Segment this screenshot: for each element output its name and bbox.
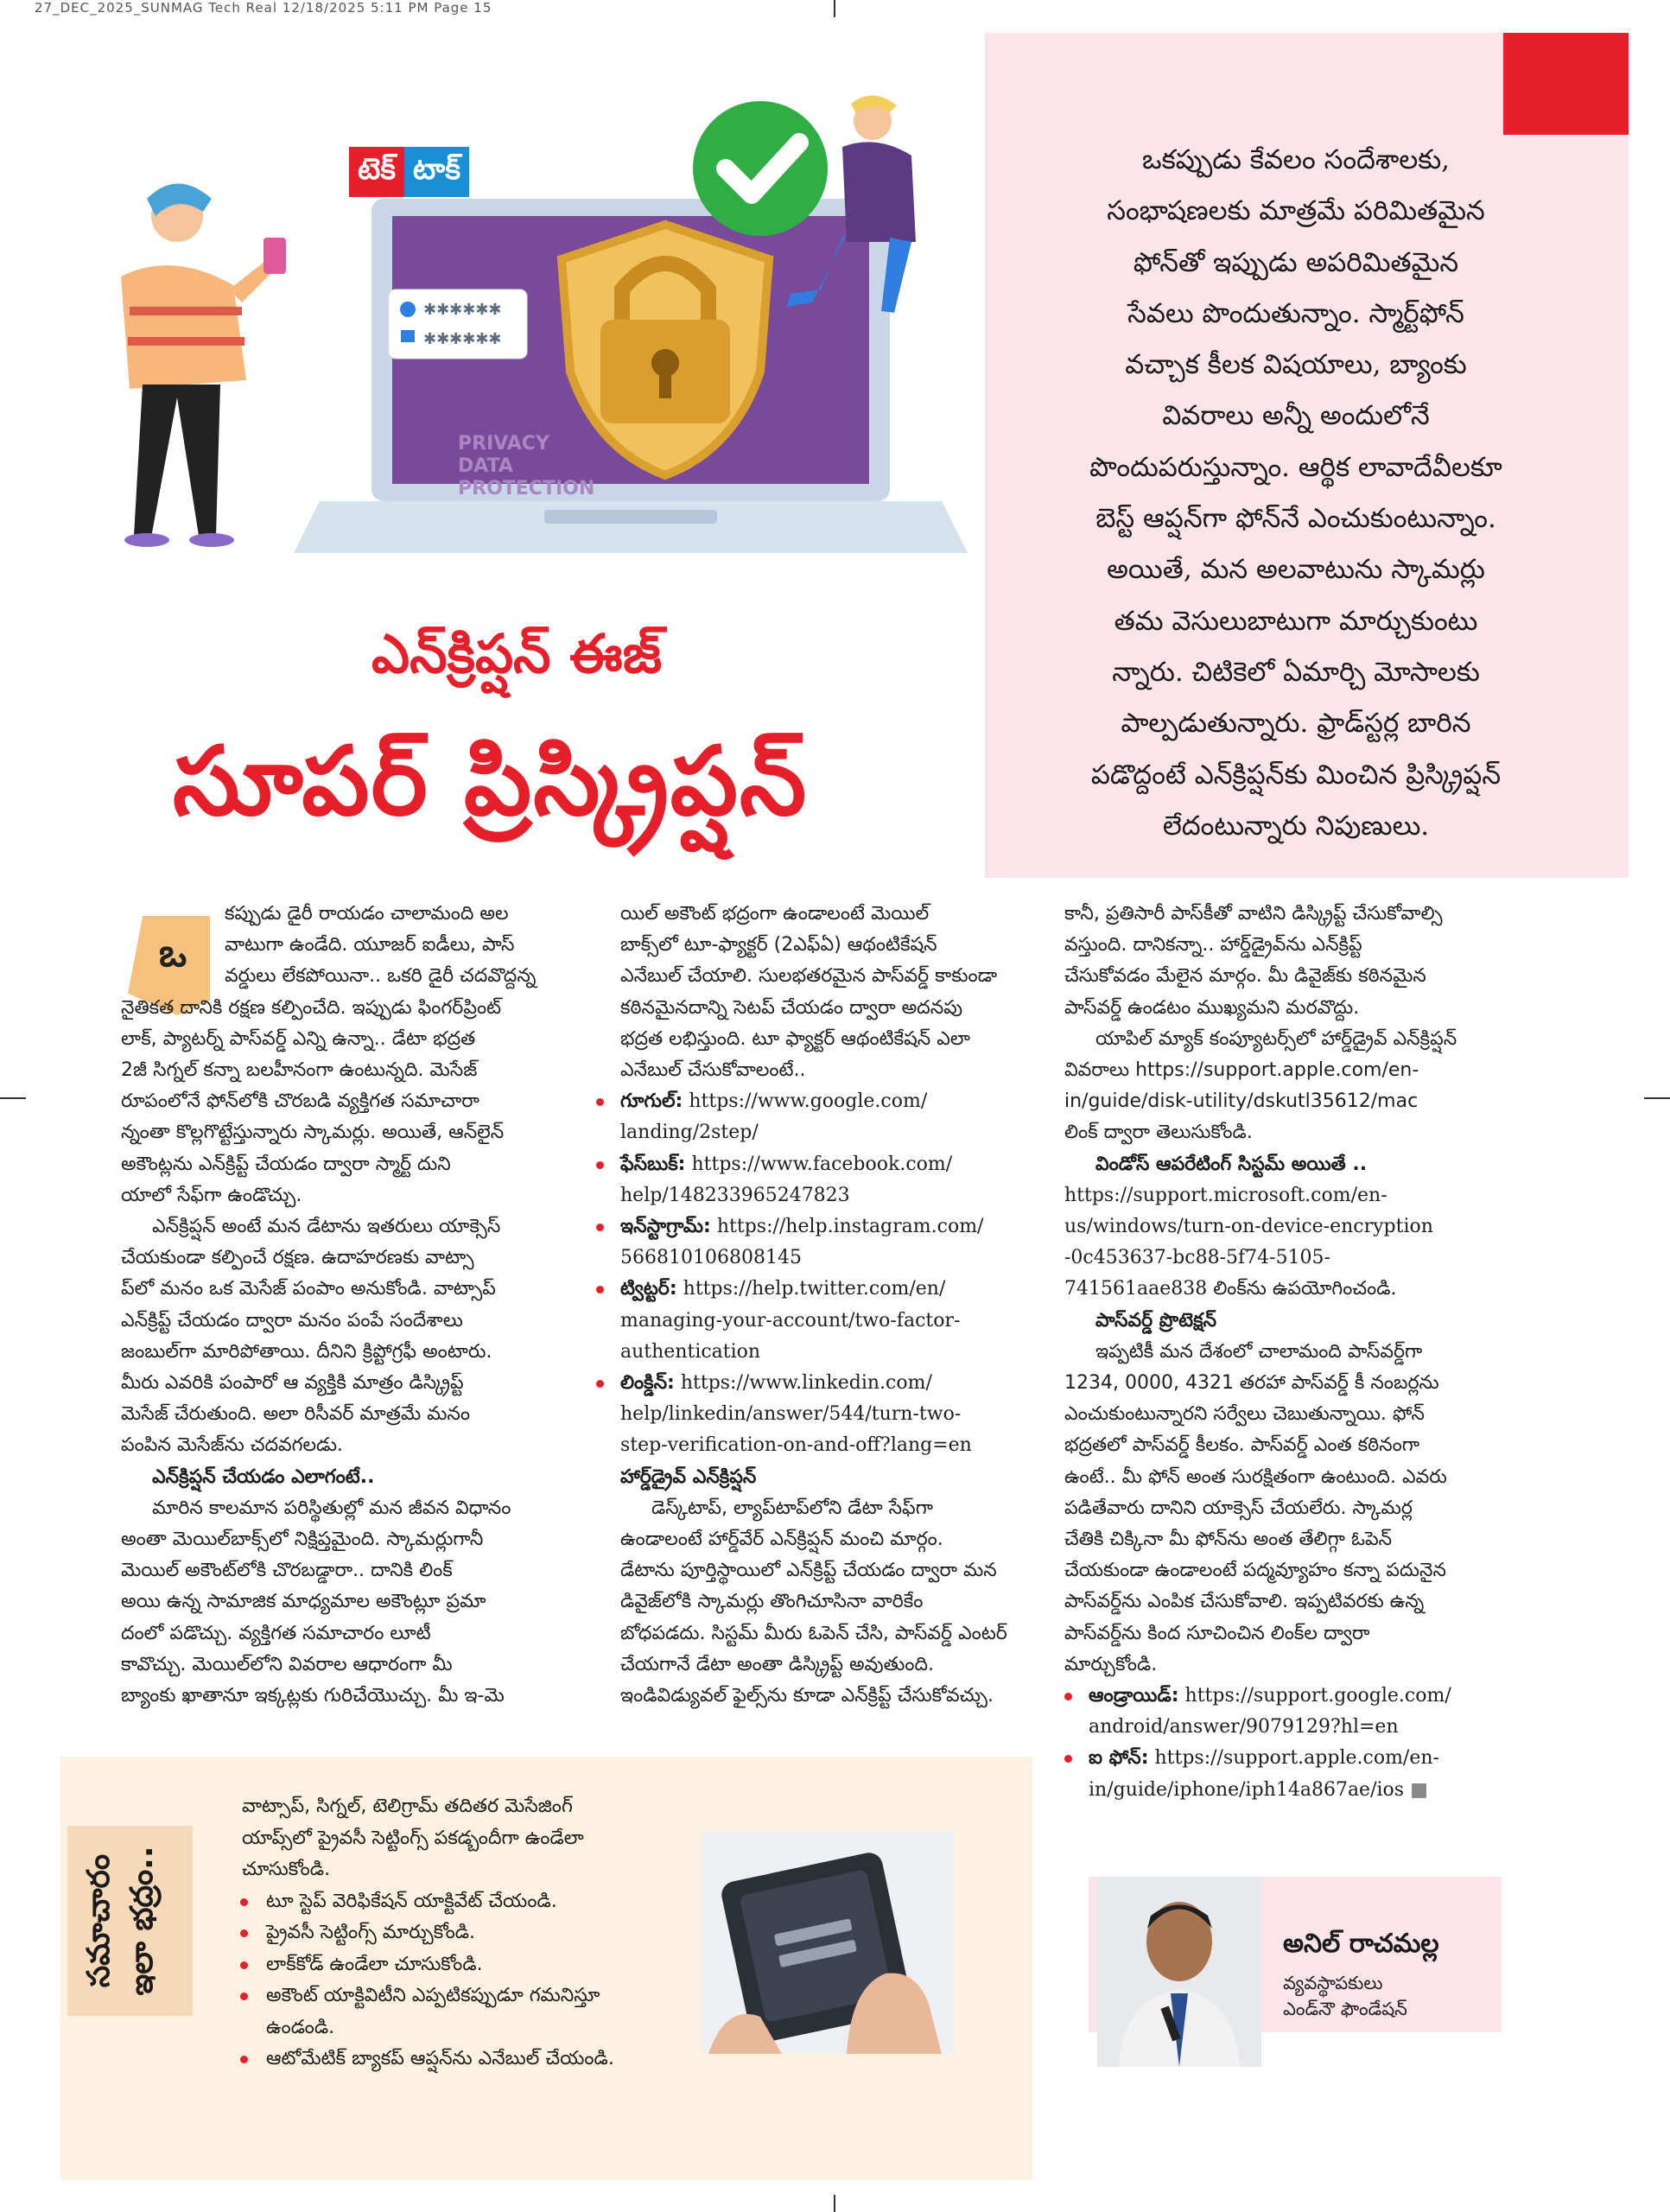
paragraph: https://support.microsoft.com/en- us/windows/turn-on-device-encryption -0c453637-bc88-5f74-5105- 741561aae838 లింక్‌ను ఉపయోగించండి.	[1064, 1184, 1433, 1300]
paragraph: మారిన కాలమాన పరిస్థితుల్లో మన జీవన విధానం అంతా మెయిల్‌బాక్స్‌లో నిక్షిప్తమైంది. స్కామర్లుగానీ మెయిల్ అకౌంట్‌లోకి చొరబడ్డారా.. దానికి లింక్ అయి ఉన్న సామాజిక మాధ్యమాల అకౌంట్లూ ప్రమా దంలో పడొచ్చు. వ్యక్తిగత సమాచారం లూటీ కావొచ్చు. మెయిల్‌లోని వివరాల ఆధారంగా మీ బ్యాంకు ఖాతానూ ఇక్కట్లకు గురిచేయొచ్చు. మీ ఇ-మె	[121, 1497, 511, 1707]
link-label: గూగుల్:	[620, 1090, 683, 1113]
article-column-1	[121, 899, 570, 1712]
link-label: ఇన్‌స్టాగ్రామ్:	[620, 1216, 711, 1238]
laptop-text-3: PROTECTION	[458, 478, 595, 499]
intro-panel	[985, 33, 1629, 878]
paragraph: ఇప్పటికీ మన దేశంలో చాలామంది పాస్‌వర్డ్‌గా 1234, 0000, 4321 తరహా పాస్‌వర్డ్ కీ నంబర్లను ఎంచుకుంటున్నారని సర్వేలు చెబుతున్నాయి. ఫోన్ భద్రతలో పాస్‌వర్డ్ కీలకం. పాస్‌వర్డ్ ఎంత కఠినంగా ఉంటే.. మీ ఫోన్ అంత సురక్షితంగా ఉంటుంది. ఎవరు పడితేవారు దానిని యాక్సెస్ చేయలేరు. స్కామర్ల చేతికి చిక్కినా మీ ఫోన్‌ను అంత తేలిగ్గా ఓపెన్ చేయకుండా ఉండాలంటే పద్మవ్యూహం కన్నా పదునైన పాస్‌వర్డ్‌ను ఎంపిక చేసుకోవాలి. ఇప్పటివరకు ఉన్న పాస్‌వర్డ్‌ను కింద సూచించిన లింక్‌ల ద్వారా మార్చుకోండి.	[1064, 1340, 1447, 1675]
link-item	[620, 1149, 1035, 1211]
privacy-illustration	[60, 86, 994, 605]
lock-mini-icon	[401, 330, 415, 342]
paragraph: నైతికత దానికి రక్షణ కల్పించేది. ఇప్పుడు ఫింగర్‌ప్రింట్ లాక్, ప్యాటర్న్ పాస్‌వర్డ్ ఎన్ని ఉన్నా.. డేటా భద్రత 2జీ సిగ్నల్ కన్నా బలహీనంగా ఉంటున్నది. మెసేజ్ రూపంలోనే ఫోన్‌లోకి చొరబడి వ్యక్తిగత సమాచారా న్నంతా కొల్లగొట్టేస్తున్నారు స్కామర్లు. అయితే, ఆన్‌లైన్ అకౌంట్లను ఎన్‌క్రిప్ట్ చేయడం ద్వారా స్మార్ట్ దుని యాలో సేఫ్‌గా ఉండొచ్చు.	[121, 996, 505, 1206]
link-label: ఆండ్రాయిడ్:	[1089, 1685, 1179, 1707]
tips-tab-title: సమాచారం ఇలా భద్రం..	[81, 1846, 160, 1996]
link-item	[620, 1211, 1035, 1274]
paragraph: ఎన్‌క్రిప్షన్ అంటే మన డేటాను ఇతరులు యాక్సెస్ చేయకుండా కల్పించే రక్షణ. ఉదాహరణకు వాట్సా ప్‌లో మనం ఒక మెసేజ్ పంపాం అనుకోండి. వాట్సాప్ ఎన్‌క్రిప్ట్ చేయడం ద్వారా మనం పంపే సందేశాలు జంబుల్‌గా మారిపోతాయి. దీనిని క్రిప్టోగ్రఫీ అంటారు. మీరు ఎవరికి పంపారో ఆ వ్యక్తికి మాత్రం డిస్క్రిప్ట్ మెసేజ్ చేరుతుంది. అలా రిసీవర్ మాత్రమే మనం పంపిన మెసేజ్‌ను చదవగలడు.	[121, 1216, 501, 1457]
login-card	[389, 289, 527, 359]
crop-mark	[1644, 1097, 1670, 1099]
link-item	[620, 1274, 1035, 1368]
brand-badge	[349, 147, 469, 197]
crop-mark	[834, 2195, 835, 2212]
tip-item: అకౌంట్ యాక్టివిటీని ఎప్పటికప్పుడూ గమనిస్తూ ఉండండి.	[266, 1980, 691, 2044]
link-label: ట్విట్టర్:	[620, 1278, 677, 1300]
section-heading: విండోస్ ఆపరేటింగ్ సిస్టమ్ అయితే ..	[1095, 1153, 1368, 1175]
user-icon	[400, 302, 416, 317]
paragraph: కప్పుడు డైరీ రాయడం చాలామంది అల వాటుగా ఉండేది. యూజర్ ఐడీలు, పాస్ వర్డులు లేకపోయినా.. ఒకరి డైరీ చదవొద్దన్న	[225, 903, 537, 988]
tips-list	[242, 1791, 691, 2075]
svg-text:✱✱✱✱✱✱: ✱✱✱✱✱✱	[423, 301, 502, 319]
red-corner-block	[1503, 33, 1629, 135]
tablet-photo	[700, 1831, 955, 2054]
link-url[interactable]: https://www.linkedin.com/ help/linkedin/answer/544/turn-two- step-verification-on-and-off?lang=en	[620, 1372, 972, 1457]
link-item	[620, 1368, 1035, 1462]
section-heading: హార్డ్‌డ్రైవ్ ఎన్‌క్రిప్షన్	[620, 1465, 757, 1488]
link-url[interactable]: https://help.twitter.com/en/ managing-your-account/two-factor- authentication	[620, 1278, 961, 1363]
title-main: సూపర్ ప్రిస్క్రిప్షన్	[173, 726, 809, 836]
link-item: ఐ ఫోన్: https://support.apple.com/en- in/guide/iphone/iph14a867ae/ios ■	[1089, 1743, 1514, 1805]
tip-item: ప్రైవసీ సెట్టింగ్స్ మార్చుకోండి.	[266, 1917, 691, 1949]
link-url[interactable]: https://support.apple.com/en- in/guide/iphone/iph14a867ae/ios	[1089, 1747, 1439, 1801]
link-url[interactable]: https://support.google.com/ android/answer/9079129?hl=en	[1089, 1685, 1451, 1738]
tips-intro: వాట్సాప్, సిగ్నల్, టెలిగ్రామ్ తదితర మెసేజింగ్ యాప్స్‌లో ప్రైవసీ సెట్టింగ్స్ పకడ్బందీగా ఉండేలా చూసుకోండి.	[242, 1796, 584, 1880]
paragraph: యాపిల్ మ్యాక్ కంప్యూటర్స్‌లో హార్డ్‌డ్రైవ్ ఎన్‌క్రిప్షన్ వివరాలు https://support.apple.com/en- in/guide/disk-utility/dskutl35612/mac లింక్ ద్వారా తెలుసుకోండి.	[1064, 1027, 1457, 1144]
checkmark-icon	[693, 101, 828, 236]
crop-mark	[0, 1097, 26, 1099]
section-heading: పాస్‌వర్డ్ ప్రొటెక్షన్	[1095, 1309, 1217, 1332]
tips-items	[266, 1886, 691, 2075]
link-url[interactable]: https://help.instagram.com/ 566810106808145	[620, 1216, 984, 1269]
title-sub: ఎన్‌క్రిప్షన్ ఈజ్	[371, 622, 663, 685]
laptop-text-1: PRIVACY	[458, 433, 549, 454]
link-label: లింక్డిన్:	[620, 1372, 675, 1395]
author-photo	[1097, 1877, 1261, 2067]
section-heading: ఎన్‌క్రిప్షన్ చేయడం ఎలాగంటే..	[152, 1465, 375, 1488]
link-label: ఫేస్‌బుక్:	[620, 1153, 686, 1175]
laptop-text-2: DATA	[458, 455, 513, 477]
article-column-2	[620, 899, 1035, 1712]
link-item	[620, 1086, 1035, 1148]
svg-text:✱✱✱✱✱✱: ✱✱✱✱✱✱	[423, 330, 502, 348]
paragraph: డెస్క్‌టాప్, ల్యాప్‌టాప్‌లోని డేటా సేఫ్‌గా ఉండాలంటే హార్డ్‌వేర్ ఎన్‌క్రిప్షన్ మంచి మార్గం. డేటాను పూర్తిస్థాయిలో ఎన్‌క్రిప్ట్ చేయడం ద్వారా మన డివైజ్‌లోకి స్కామర్లు తొంగిచూసినా వారికేం బోధపడదు. సిస్టమ్ మీరు ఓపెన్ చేసి, పాస్‌వర్డ్ ఎంటర్ చేయగానే డేటా అంతా డిస్క్రిప్ట్ అవుతుంది. ఇండివిడ్యువల్ ఫైల్స్‌ను కూడా ఎన్‌క్రిప్ట్ చేసుకోవచ్చు.	[620, 1497, 1007, 1707]
paragraph: కానీ, ప్రతిసారీ పాస్‌కీతో వాటిని డిస్క్రిప్ట్ చేసుకోవాల్సి వస్తుంది. దానికన్నా.. హార్డ్‌డ్రైవ్‌ను ఎన్‌క్రిప్ట్ చేసుకోవడం మేలైన మార్గం. మీ డివైజ్‌కు కఠినమైన పాస్‌వర్డ్ ఉండటం ముఖ్యమని మరవొద్దు.	[1064, 903, 1443, 1019]
tip-item: టూ స్టెప్ వెరిఫికేషన్ యాక్టివేట్ చేయండి.	[266, 1886, 691, 1918]
author-name: అనిల్ రాచమల్ల	[1283, 1929, 1439, 1959]
article-column-3	[1064, 899, 1514, 1806]
tips-box	[60, 1757, 1032, 2180]
drop-cap-letter: ఒ	[159, 931, 187, 976]
tip-item: ఆటోమేటిక్ బ్యాకప్ ఆప్షన్‌ను ఎనేబుల్ చేయండి.	[266, 2044, 691, 2075]
brand-badge-part1: టెక్	[349, 147, 404, 197]
link-item	[1089, 1681, 1514, 1743]
print-header: 27_DEC_2025_SUNMAG Tech Real 12/18/2025 5:11 PM Page 15	[35, 0, 492, 16]
tip-item: లాక్‌కోడ్ ఉండేలా చూసుకోండి.	[266, 1949, 691, 1981]
phone-icon	[264, 238, 286, 274]
laptop-base	[294, 501, 968, 553]
author-box	[1089, 1877, 1502, 2032]
crop-mark	[834, 0, 835, 17]
author-role: వ్యవస్థాపకులు ఎండ్‌నౌ ఫౌండేషన్	[1283, 1973, 1407, 2019]
paragraph: యిల్ అకౌంట్ భద్రంగా ఉండాలంటే మెయిల్ బాక్స్‌లో టూ-ఫ్యాక్టర్ (2ఎఫ్‌ఏ) ఆథంటికేషన్ ఎనేబుల్ చేయాలి. సులభతరమైన పాస్‌వర్డ్ కాకుండా కఠినమైనదాన్ని సెటప్ చేయడం ద్వారా అదనపు భద్రత లభిస్తుంది. టూ ఫ్యాక్టర్ ఆథంటికేషన్ ఎలా ఎనేబుల్ చేసుకోవాలంటే..	[620, 903, 998, 1082]
link-url[interactable]: https://www.google.com/ landing/2step/	[620, 1090, 928, 1144]
link-url[interactable]: https://www.facebook.com/ help/148233965247823	[620, 1153, 953, 1206]
link-label: ఐ ఫోన్:	[1089, 1747, 1149, 1770]
intro-text: ఒకప్పుడు కేవలం సందేశాలకు, సంభాషణలకు మాత్రమే పరిమితమైన ఫోన్‌తో ఇప్పుడు అపరిమితమైన సేవలు పొందుతున్నాం. స్మార్ట్‌ఫోన్ వచ్చాక కీలక విషయాలు, బ్యాంకు వివరాలు అన్నీ అందులోనే పొందుపరుస్తున్నాం. ఆర్థిక లావాదేవీలకూ బెస్ట్ ఆప్షన్‌గా ఫోన్‌నే ఎంచుకుంటున్నాం. అయితే, మన అలవాటును స్కామర్లు తమ వెసులుబాటుగా మార్చుకుంటు న్నారు. చిటికెలో ఏమార్చి మోసాలకు పాల్పడుతున్నారు. ఫ్రాడ్‌స్టర్ల బారిన పడొద్దంటే ఎన్‌క్రిప్షన్‌కు మించిన ప్రిస్క్రిప్షన్ లేదంటున్నారు నిపుణులు.	[1089, 144, 1502, 842]
brand-badge-part2: టాక్	[404, 147, 469, 197]
